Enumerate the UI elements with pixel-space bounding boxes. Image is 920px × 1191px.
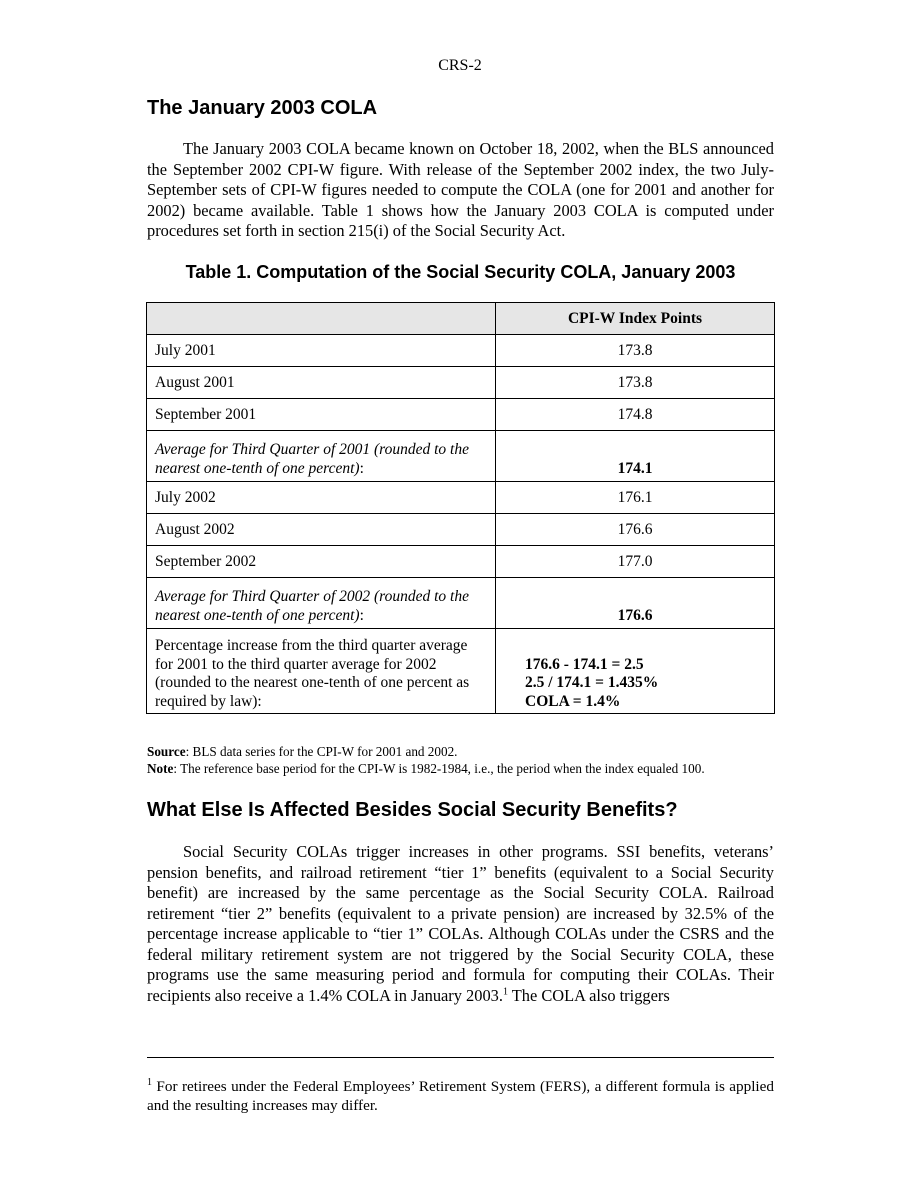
table-row [147,514,775,546]
row-value: 174.1 [496,431,775,482]
table-row [147,546,775,578]
empty-header-cell [147,303,496,335]
row-label [147,431,496,482]
row-label: August 2001 [147,367,496,399]
calculation-cell [496,629,775,714]
label-colon: : [359,606,364,624]
body-paragraph [147,842,774,1006]
paragraph-text: Social Security COLAs trigger increases in other programs. SSI benefits, veterans’ pension benefits, and railroad retirement “tier 1” benefits (equivalent to a Social Security benefit) are increased by the same percentage as the Social Security COLA. Railroad retirement “tier 2” benefits (equivalent to a private pension) are increased by 32.5% of the percentage increase applicable to “tier 1” COLAs. Although COLAs under the CSRS and the federal military retirement system are not triggered by the Social Security COLA, these programs use the same measuring period and formula for computing their COLAs. Their recipients also receive a 1.4% COLA in January 2003. [147,842,774,1005]
table-notes [147,743,787,777]
row-label: July 2002 [147,482,496,514]
table-row-percentage-increase [147,629,775,714]
note [147,760,787,777]
source-text: : BLS data series for the CPI-W for 2001 and 2002. [185,744,458,759]
footnote-marker: 1 [147,1076,152,1088]
average-label-text: Average for Third Quarter of 2001 (rounded to the nearest one-tenth of one percent) [155,441,469,477]
footnote-text: For retirees under the Federal Employees’ Retirement System (FERS), a different formula is applied and the resulting increases may differ. [147,1078,774,1114]
note-text: : The reference base period for the CPI-W is 1982-1984, i.e., the period when the index equaled 100. [173,761,705,776]
footnote [147,1077,774,1115]
calculation-line: 2.5 / 174.1 = 1.435% [525,674,659,691]
table-row [147,399,775,431]
row-value: 176.6 [496,578,775,629]
source-label: Source [147,744,186,759]
row-label [147,578,496,629]
label-colon: : [359,459,364,477]
intro-paragraph: The January 2003 COLA became known on October 18, 2002, when the BLS announced the September 2002 CPI-W figure. With release of the September 2002 index, the two July-September sets of CPI-W figures needed to compute the COLA (one for 2001 and another for 2002) became available. Table 1 shows how the January 2003 COLA is computed under procedures set forth in section 215(i) of the Social Security Act. [147,139,774,240]
row-value: 173.8 [496,335,775,367]
section-heading-january-2003-cola: The January 2003 COLA [147,97,378,119]
row-label: July 2001 [147,335,496,367]
table-row [147,335,775,367]
paragraph-tail: The COLA also triggers [507,985,670,1005]
table-title: Table 1. Computation of the Social Security COLA, January 2003 [185,262,736,282]
source-note [147,743,787,760]
note-label: Note [147,761,174,776]
table-row-average-2001 [147,431,775,482]
calculation-line: COLA = 1.4% [525,692,621,710]
row-label: Percentage increase from the third quarter average for 2001 to the third quarter average for 2002 (rounded to the nearest one-tenth of one percent as required by law): [147,629,496,714]
cola-computation-table [146,302,775,714]
row-label: August 2002 [147,514,496,546]
page-number: CRS-2 [438,57,482,74]
column-header-cpi-w: CPI-W Index Points [496,303,775,335]
average-label-text: Average for Third Quarter of 2002 (rounded to the nearest one-tenth of one percent) [155,588,469,624]
row-value: 177.0 [496,546,775,578]
row-label: September 2002 [147,546,496,578]
footnote-divider [147,1057,774,1058]
row-value: 176.1 [496,482,775,514]
table-row [147,367,775,399]
table-row [147,482,775,514]
section-heading-what-else-is-affected: What Else Is Affected Besides Social Security Benefits? [147,799,678,821]
table-row-average-2002 [147,578,775,629]
calculation-line: 176.6 - 174.1 = 2.5 [525,655,644,673]
table-header-row [147,303,775,335]
row-value: 176.6 [496,514,775,546]
row-value: 174.8 [496,399,775,431]
row-value: 173.8 [496,367,775,399]
footnote-reference[interactable]: 1 [502,986,508,998]
row-label: September 2001 [147,399,496,431]
